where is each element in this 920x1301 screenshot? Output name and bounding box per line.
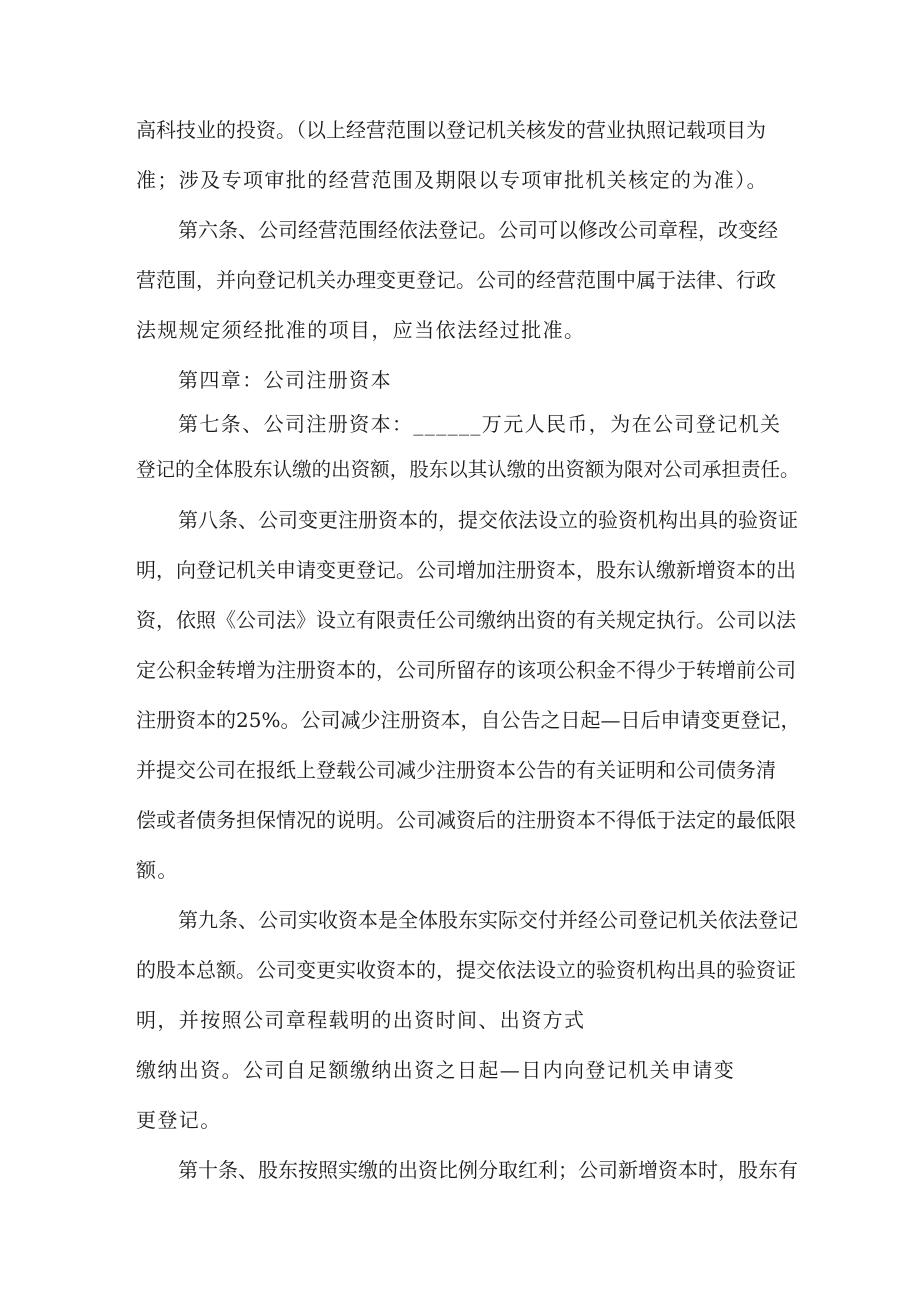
text-line: 明，并按照公司章程载明的出资时间、出资方式	[136, 1008, 586, 1032]
chapter-heading: 第四章：公司注册资本	[178, 368, 392, 392]
paragraph-article-10: 第十条、股东按照实缴的出资比例分取红利；公司新增资本时，股东有	[178, 1158, 798, 1182]
text-line: 定公积金转增为注册资本的，公司所留存的该项公积金不得少于转增前公司	[136, 658, 796, 682]
paragraph-article-6: 第六条、公司经营范围经依法登记。公司可以修改公司章程，改变经	[178, 218, 778, 242]
text-line: 高科技业的投资。（以上经营范围以登记机关核发的营业执照记载项目为	[136, 118, 766, 142]
text-line: 注册资本的25%。公司减少注册资本，自公告之日起—日后申请变更登记，	[136, 708, 801, 732]
text-line: 额。	[136, 858, 179, 882]
text-line: 登记的全体股东认缴的出资额，股东以其认缴的出资额为限对公司承担责任。	[136, 458, 800, 481]
text-line: 明，向登记机关申请变更登记。公司增加注册资本，股东认缴新增资本的出	[136, 558, 796, 582]
text-line: 法规规定须经批准的项目，应当依法经过批准。	[136, 318, 586, 342]
paragraph-article-7: 第七条、公司注册资本：______万元人民币，为在公司登记机关	[178, 412, 782, 436]
paragraph-article-9: 第九条、公司实收资本是全体股东实际交付并经公司登记机关依法登记	[178, 908, 798, 932]
text-line: 偿或者债务担保情况的说明。公司减资后的注册资本不得低于法定的最低限	[136, 808, 796, 832]
text-line: 缴纳出资。公司自足额缴纳出资之日起—日内向登记机关申请变	[136, 1058, 736, 1082]
text-line: 的股本总额。公司变更实收资本的，提交依法设立的验资机构出具的验资证	[136, 958, 796, 982]
text-line: 并提交公司在报纸上登载公司减少注册资本公告的有关证明和公司债务清	[136, 758, 776, 782]
text-line: 准；涉及专项审批的经营范围及期限以专项审批机关核定的为准）。	[136, 168, 768, 192]
paragraph-article-8: 第八条、公司变更注册资本的，提交依法设立的验资机构出具的验资证	[178, 508, 798, 532]
text-line: 营范围，并向登记机关办理变更登记。公司的经营范围中属于法律、行政	[136, 268, 776, 292]
text-line: 更登记。	[136, 1108, 222, 1132]
text-line: 资，依照《公司法》设立有限责任公司缴纳出资的有关规定执行。公司以法	[136, 608, 796, 632]
